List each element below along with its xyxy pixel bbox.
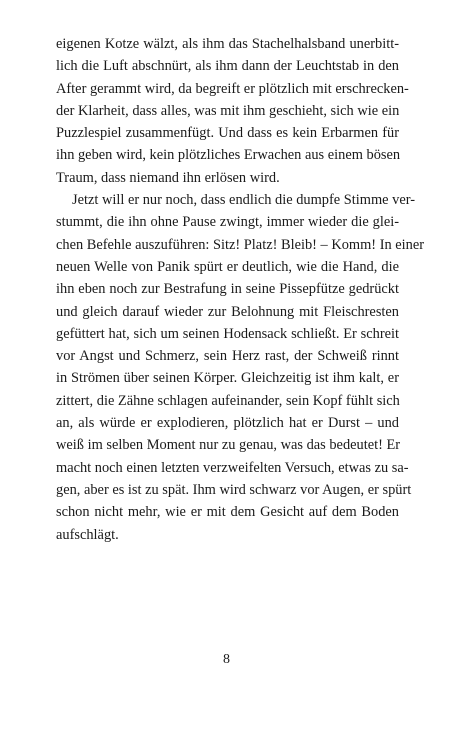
text-line: lich die Luft abschnürt, als ihm dann der Leuchtstab in den [56, 58, 399, 75]
text-line: Traum, dass niemand ihn erlösen wird. [56, 169, 280, 186]
text-line: der Klarheit, dass alles, was mit ihm geschieht, sich wie ein [56, 102, 400, 119]
text-line: neuen Welle von Panik spürt er deutlich, wie die Hand, die [56, 258, 399, 275]
text-line: eigenen Kotze wälzt, als ihm das Stachelhalsband unerbitt- [56, 36, 399, 52]
text-line: ihn geben wird, kein plötzliches Erwachen aus einem bösen [56, 147, 401, 164]
text-line: Jetzt will er nur noch, dass endlich die dumpfe Stimme ver- [72, 192, 415, 209]
text-line: und gleich darauf wieder zur Belohnung mit Fleischresten [56, 303, 399, 320]
text-line: aufschlägt. [56, 526, 119, 543]
text-line: vor Angst und Schmerz, sein Herz rast, der Schweiß rinnt [56, 348, 399, 365]
body-text [56, 33, 425, 546]
text-line: ihn eben noch zur Bestrafung in seine Pissepfütze gedrückt [56, 281, 399, 298]
text-line: chen Befehle auszuführen: Sitz! Platz! Bleib! – Komm! In einer [56, 236, 425, 253]
text-line: stummt, die ihn ohne Pause zwingt, immer wieder die glei- [56, 214, 399, 231]
text-line: After gerammt wird, da begreift er plötzlich mit erschrecken- [56, 80, 409, 97]
page-number: 8 [223, 652, 230, 667]
text-line: gefüttert hat, sich um seinen Hodensack schließt. Er schreit [56, 325, 399, 342]
text-line: weiß im selben Moment nur zu genau, was das bedeutet! Er [56, 437, 401, 454]
text-line: gen, aber es ist zu spät. Ihm wird schwarz vor Augen, er spürt [56, 481, 412, 498]
text-line: an, als würde er explodieren, plötzlich hat er Durst – und [56, 415, 399, 432]
text-line: Puzzlespiel zusammenfügt. Und dass es kein Erbarmen für [56, 125, 399, 142]
text-line: zittert, die Zähne schlagen aufeinander, sein Kopf fühlt sich [56, 392, 400, 409]
text-line: macht noch einen letzten verzweifelten Versuch, etwas zu sa- [56, 459, 409, 476]
text-line: schon nicht mehr, wie er mit dem Gesicht auf dem Boden [56, 504, 399, 521]
text-line: in Strömen über seinen Körper. Gleichzeitig ist ihm kalt, er [56, 370, 399, 387]
